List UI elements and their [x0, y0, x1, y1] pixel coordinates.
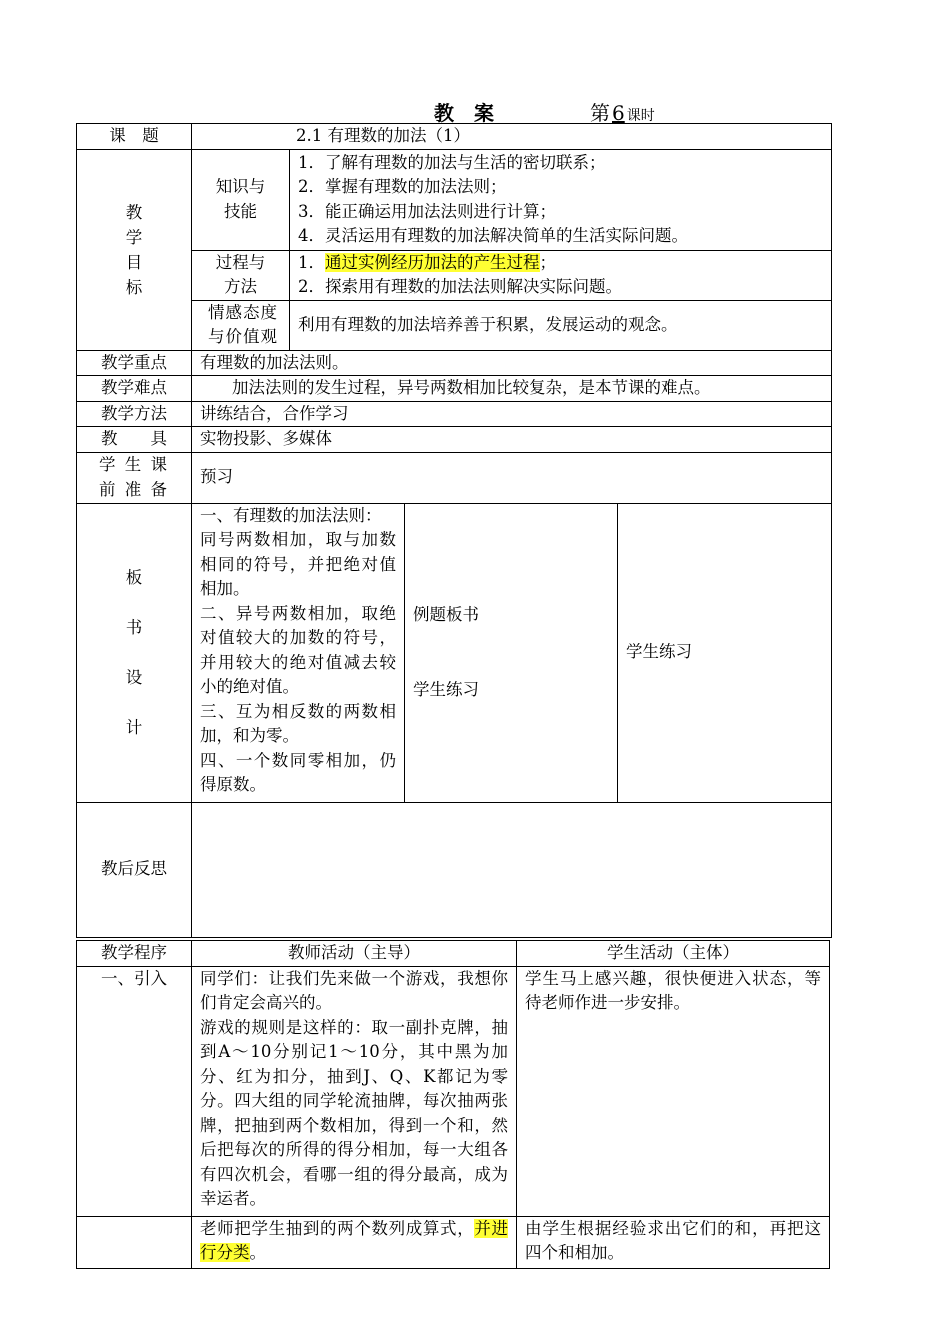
procedure-step-empty	[77, 1216, 192, 1268]
key-point-value: 有理数的加法法则。	[192, 350, 832, 376]
lesson-number: 第 6 课时	[590, 101, 655, 125]
tools-label: 教 具	[77, 427, 192, 453]
process-items: 1．通过实例经历加法的产生过程； 2．探索用有理数的加法法则解决实际问题。	[290, 250, 832, 300]
process-label: 过程与方法	[192, 250, 290, 300]
topic-label: 课 题	[77, 124, 192, 150]
student-activity: 由学生根据经验求出它们的和，再把这四个和相加。	[517, 1216, 830, 1268]
board-rules: 一、有理数的加法法则： 同号两数相加，取与加数相同的符号，并把绝对值相加。 二、异号两数相加，取绝对值较大的加数的符号，并用较大的绝对值减去较小的绝对值。 三、互为相反数的两数相加，和为零。 四、一个数同零相加，仍得原数。	[192, 503, 405, 802]
procedure-header-step: 教学程序	[77, 941, 192, 967]
procedure-table	[76, 940, 830, 1269]
difficulty-row	[77, 376, 832, 402]
teacher-activity: 同学们：让我们先来做一个游戏，我想你们肯定会高兴的。 游戏的规则是这样的：取一副扑克牌，抽到A～10分别记1～10分，其中黑为加分、红为扣分，抽到J、Q、K都记为零分。四大组的同学轮流抽牌，每次抽两张牌，把抽到两个数相加，得到一个和，然后把每次的所得的得分相加，每一大组各有四次机会，看哪一组的得分最高，成为幸运者。	[192, 966, 517, 1216]
board-examples: 例题板书 学生练习	[405, 503, 618, 802]
prep-row	[77, 452, 832, 503]
tools-row	[77, 427, 832, 453]
lesson-plan-table	[76, 123, 832, 938]
knowledge-label: 知识与技能	[192, 149, 290, 250]
procedure-row	[77, 966, 830, 1216]
highlighted-text: 并进行分类	[200, 1218, 509, 1262]
difficulty-value: 加法法则的发生过程，异号两数相加比较复杂，是本节课的难点。	[192, 376, 832, 402]
procedure-header-student: 学生活动（主体）	[517, 941, 830, 967]
key-point-row	[77, 350, 832, 376]
teacher-activity: 老师把学生抽到的两个数列成算式，并进行分类。	[192, 1216, 517, 1268]
procedure-header-row	[77, 941, 830, 967]
difficulty-label: 教学难点	[77, 376, 192, 402]
topic-value: 2.1 有理数的加法（1）	[192, 124, 832, 150]
board-row	[77, 503, 832, 802]
emotion-value: 利用有理数的加法培养善于积累，发展运动的观念。	[290, 300, 832, 350]
method-value: 讲练结合，合作学习	[192, 401, 832, 427]
procedure-header-teacher: 教师活动（主导）	[192, 941, 517, 967]
topic-row	[77, 124, 832, 150]
method-label: 教学方法	[77, 401, 192, 427]
reflection-row	[77, 802, 832, 937]
tools-value: 实物投影、多媒体	[192, 427, 832, 453]
objectives-label: 教学目标	[77, 149, 192, 350]
emotion-label: 情感态度与价值观	[192, 300, 290, 350]
board-label: 板书设计	[77, 503, 192, 802]
document-header	[0, 97, 950, 123]
highlighted-text: 通过实例经历加法的产生过程	[325, 252, 540, 272]
student-activity: 学生马上感兴趣，很快便进入状态，等待老师作进一步安排。	[517, 966, 830, 1216]
board-practice: 学生练习	[618, 503, 832, 802]
method-row	[77, 401, 832, 427]
prep-value: 预习	[192, 452, 832, 503]
key-point-label: 教学重点	[77, 350, 192, 376]
reflection-value	[192, 802, 832, 937]
procedure-step-label: 一、引入	[77, 966, 192, 1216]
objectives-knowledge-row	[77, 149, 832, 250]
prep-label: 学 生 课 前 准 备	[77, 452, 192, 503]
reflection-label: 教后反思	[77, 802, 192, 937]
procedure-row	[77, 1216, 830, 1268]
knowledge-items: 1．了解有理数的加法与生活的密切联系； 2．掌握有理数的加法法则； 3．能正确运用加法法则进行计算； 4．灵活运用有理数的加法解决简单的生活实际问题。	[290, 149, 832, 250]
document-title: 教 案	[434, 101, 494, 125]
